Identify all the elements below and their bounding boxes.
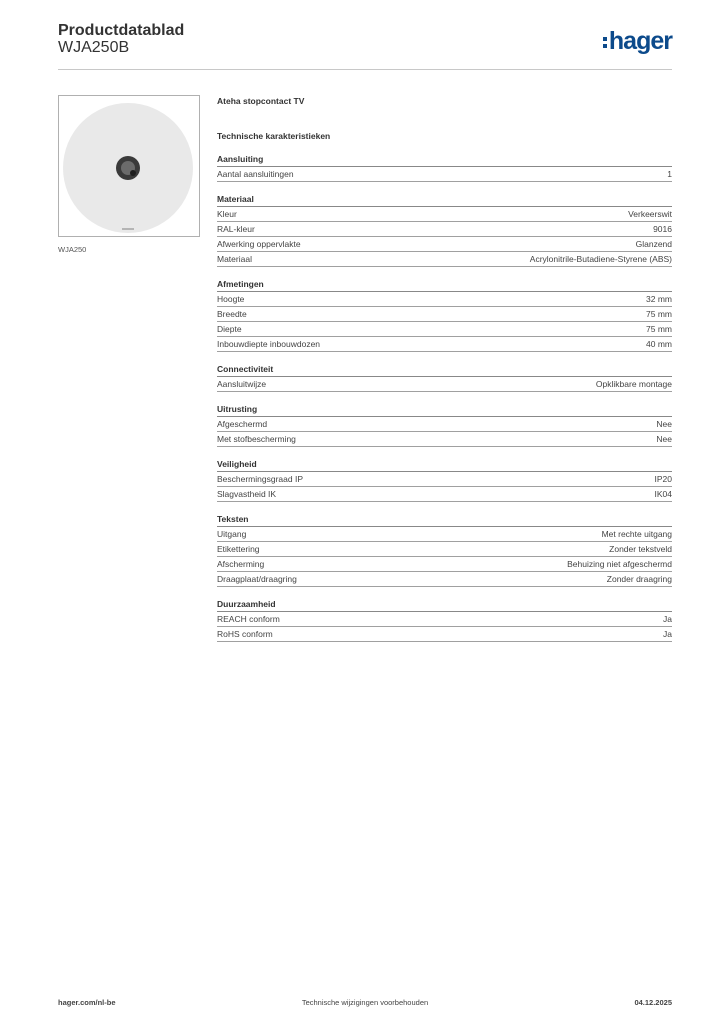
spec-value: IK04: [654, 489, 672, 499]
spec-row: [217, 417, 672, 432]
spec-label: Draagplaat/draagring: [217, 574, 297, 584]
spec-value: Zonder tekstveld: [609, 544, 672, 554]
image-caption: WJA250: [58, 245, 87, 254]
section-title: Aansluiting: [217, 153, 672, 167]
spec-label: REACH conform: [217, 614, 280, 624]
spec-value: 1: [667, 169, 672, 179]
footer-notice: Technische wijzigingen voorbehouden: [301, 998, 429, 1007]
spec-label: Slagvastheid IK: [217, 489, 277, 499]
spec-label: Uitgang: [217, 529, 247, 539]
spec-row: [217, 432, 672, 447]
footer-date: 04.12.2025: [634, 998, 672, 1007]
spec-value: Behuizing niet afgeschermd: [567, 559, 672, 569]
section-title: Materiaal: [217, 193, 672, 207]
product-code: WJA250B: [58, 39, 130, 56]
spec-row: [217, 627, 672, 642]
document-title: Productdatablad: [58, 22, 185, 39]
spec-value: Ja: [663, 614, 672, 624]
spec-value: Glanzend: [635, 239, 672, 249]
spec-label: Afgeschermd: [217, 419, 268, 429]
footer-website: hager.com/nl-be: [58, 998, 116, 1007]
spec-value: IP20: [654, 474, 672, 484]
section-title: Veiligheid: [217, 458, 672, 472]
spec-row: [217, 207, 672, 222]
spec-row: [217, 487, 672, 502]
section-title: Uitrusting: [217, 403, 672, 417]
spec-row: [217, 557, 672, 572]
spec-value: 9016: [653, 224, 672, 234]
spec-section: [217, 193, 672, 267]
product-name: Ateha stopcontact TV: [217, 96, 305, 106]
section-title: Afmetingen: [217, 278, 672, 292]
product-image: [58, 95, 200, 237]
spec-value: 40 mm: [646, 339, 672, 349]
spec-content: [217, 94, 672, 653]
spec-label: Hoogte: [217, 294, 245, 304]
spec-row: [217, 377, 672, 392]
spec-value: Nee: [656, 434, 672, 444]
spec-row: [217, 612, 672, 627]
spec-row: [217, 222, 672, 237]
spec-label: RoHS conform: [217, 629, 273, 639]
spec-label: Breedte: [217, 309, 247, 319]
document-header: [58, 20, 672, 70]
spec-section: [217, 513, 672, 587]
spec-value: 75 mm: [646, 324, 672, 334]
spec-section: [217, 278, 672, 352]
spec-value: Nee: [656, 419, 672, 429]
spec-label: Afscherming: [217, 559, 265, 569]
spec-label: Kleur: [217, 209, 237, 219]
spec-row: [217, 527, 672, 542]
spec-value: Verkeerswit: [628, 209, 672, 219]
spec-value: 75 mm: [646, 309, 672, 319]
spec-section: [217, 598, 672, 642]
header-divider: [58, 69, 672, 70]
spec-sections: [217, 153, 672, 642]
section-title: Connectiviteit: [217, 363, 672, 377]
spec-label: Materiaal: [217, 254, 252, 264]
section-title: Duurzaamheid: [217, 598, 672, 612]
spec-row: [217, 542, 672, 557]
spec-row: [217, 337, 672, 352]
spec-label: Inbouwdiepte inbouwdozen: [217, 339, 321, 349]
spec-section: [217, 403, 672, 447]
spec-row: [217, 572, 672, 587]
spec-value: Opklikbare montage: [595, 379, 672, 389]
document-footer: [58, 998, 672, 1010]
spec-label: RAL-kleur: [217, 224, 255, 234]
spec-label: Etikettering: [217, 544, 260, 554]
section-title: Teksten: [217, 513, 672, 527]
tech-characteristics-title: Technische karakteristieken: [217, 131, 331, 141]
spec-label: Met stofbescherming: [217, 434, 296, 444]
spec-section: [217, 153, 672, 182]
spec-value: 32 mm: [646, 294, 672, 304]
spec-label: Afwerking oppervlakte: [217, 239, 301, 249]
spec-row: [217, 167, 672, 182]
logo-text: hager: [608, 27, 672, 55]
spec-row: [217, 237, 672, 252]
spec-value: Met rechte uitgang: [601, 529, 672, 539]
spec-value: Zonder draagring: [606, 574, 672, 584]
spec-row: [217, 472, 672, 487]
logo-dots-icon: [603, 37, 607, 48]
spec-section: [217, 363, 672, 392]
spec-value: Acrylonitrile-Butadiene-Styrene (ABS): [529, 254, 672, 264]
spec-label: Aansluitwijze: [217, 379, 267, 389]
spec-row: [217, 252, 672, 267]
spec-section: [217, 458, 672, 502]
spec-row: [217, 307, 672, 322]
spec-value: Ja: [663, 629, 672, 639]
spec-label: Beschermingsgraad IP: [217, 474, 303, 484]
spec-row: [217, 322, 672, 337]
hager-logo: [603, 28, 672, 54]
spec-label: Aantal aansluitingen: [217, 169, 294, 179]
tv-socket-icon: [116, 156, 140, 180]
socket-plate: [63, 103, 193, 233]
spec-row: [217, 292, 672, 307]
spec-label: Diepte: [217, 324, 242, 334]
